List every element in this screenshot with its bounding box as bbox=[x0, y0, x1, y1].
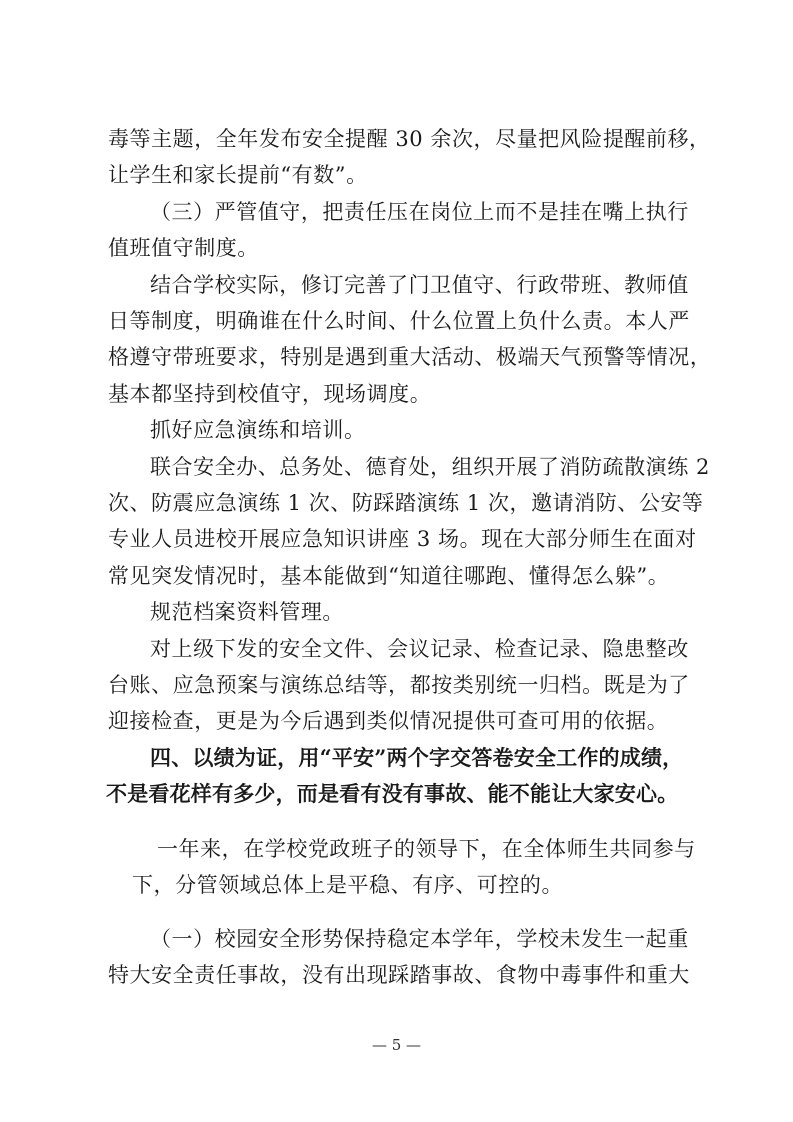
body-line: 联合安全办、总务处、德育处，组织开展了消防疏散演练 2 bbox=[150, 455, 710, 479]
subheading: 抓好应急演练和培训。 bbox=[150, 418, 366, 442]
body-line: 让学生和家长提前“有数”。 bbox=[108, 163, 368, 187]
body-line: 日等制度，明确谁在什么时间、什么位置上负什么责。本人严 bbox=[108, 309, 690, 333]
body-line: 台账、应急预案与演练总结等，都按类别统一归档。既是为了 bbox=[108, 673, 690, 697]
body-line: 迎接检查，更是为今后遇到类似情况提供可查可用的依据。 bbox=[108, 709, 669, 733]
subheading: 规范档案资料管理。 bbox=[150, 600, 344, 624]
body-line: 常见突发情况时，基本能做到“知道往哪跑、懂得怎么躲”。 bbox=[108, 564, 670, 588]
body-line: 一年来，在学校党政班子的领导下，在全体师生共同参与 bbox=[157, 837, 696, 861]
section-heading: （三）严管值守，把责任压在岗位上而不是挂在嘴上执行 bbox=[150, 200, 689, 224]
section-heading-bold: 四、以绩为证，用“平安”两个字交答卷安全工作的成绩， bbox=[150, 745, 684, 770]
body-line: 基本都坚持到校值守，现场调度。 bbox=[108, 382, 432, 406]
body-line: 结合学校实际，修订完善了门卫值守、行政带班、教师值 bbox=[150, 273, 689, 297]
body-line: 次、防震应急演练 1 次、防踩踏演练 1 次，邀请消防、公安等 bbox=[108, 491, 704, 515]
body-line: 对上级下发的安全文件、会议记录、检查记录、隐患整改 bbox=[150, 637, 689, 661]
body-line: 特大安全责任事故，没有出现踩踏事故、食物中毒事件和重大 bbox=[108, 963, 690, 987]
body-line: 格遵守带班要求，特别是遇到重大活动、极端天气预警等情况， bbox=[108, 345, 712, 369]
page-number: — 5 — bbox=[371, 1036, 422, 1054]
section-heading: 值班值守制度。 bbox=[108, 236, 259, 260]
body-line: 下，分管领域总体上是平稳、有序、可控的。 bbox=[132, 873, 563, 897]
body-line: 毒等主题，全年发布安全提醒 30 余次，尽量把风险提醒前移， bbox=[108, 127, 711, 151]
section-heading-bold: 不是看花样有多少，而是看有没有事故、能不能让大家安心。 bbox=[106, 781, 679, 806]
body-line: （一）校园安全形势保持稳定本学年，学校未发生一起重 bbox=[150, 927, 689, 951]
body-line: 专业人员进校开展应急知识讲座 3 场。现在大部分师生在面对 bbox=[108, 527, 697, 551]
